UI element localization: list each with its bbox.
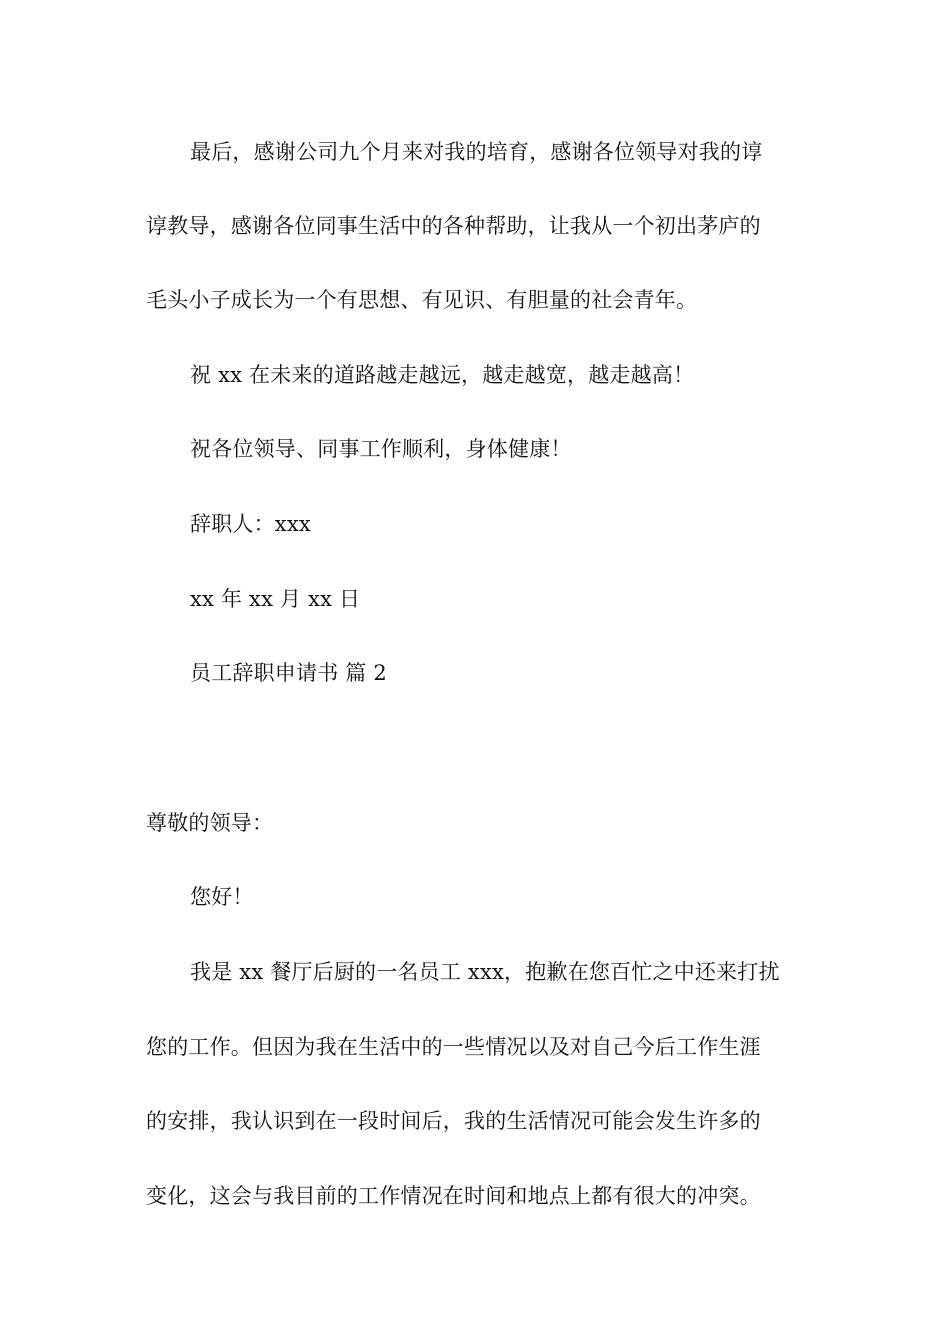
wish-colleagues-line: 祝各位领导、同事工作顺利，身体健康！ (190, 437, 572, 461)
resigner-line: 辞职人：xxx (190, 512, 311, 536)
paragraph-intro-line-4: 变化，这会与我目前的工作情况在时间和地点上都有很大的冲突。 (146, 1184, 761, 1208)
section-title: 员工辞职申请书 篇 2 (190, 661, 387, 685)
paragraph-intro-line-1: 我是 xx 餐厅后厨的一名员工 xxx，抱歉在您百忙之中还来打扰 (190, 960, 780, 984)
paragraph-intro-line-2: 您的工作。但因为我在生活中的一些情况以及对自己今后工作生涯 (146, 1035, 761, 1059)
salutation: 尊敬的领导： (146, 811, 274, 835)
paragraph-thanks-line-1: 最后，感谢公司九个月来对我的培育，感谢各位领导对我的谆 (190, 140, 763, 164)
wish-company-line: 祝 xx 在未来的道路越走越远，越走越宽，越走越高！ (190, 363, 695, 387)
paragraph-thanks-line-3: 毛头小子成长为一个有思想、有见识、有胆量的社会青年。 (146, 288, 698, 312)
date-line: xx 年 xx 月 xx 日 (190, 587, 361, 611)
paragraph-thanks-line-2: 谆教导，感谢各位同事生活中的各种帮助，让我从一个初出茅庐的 (146, 214, 761, 238)
greeting: 您好！ (190, 885, 254, 909)
paragraph-intro-line-3: 的安排，我认识到在一段时间后，我的生活情况可能会发生许多的 (146, 1109, 761, 1133)
